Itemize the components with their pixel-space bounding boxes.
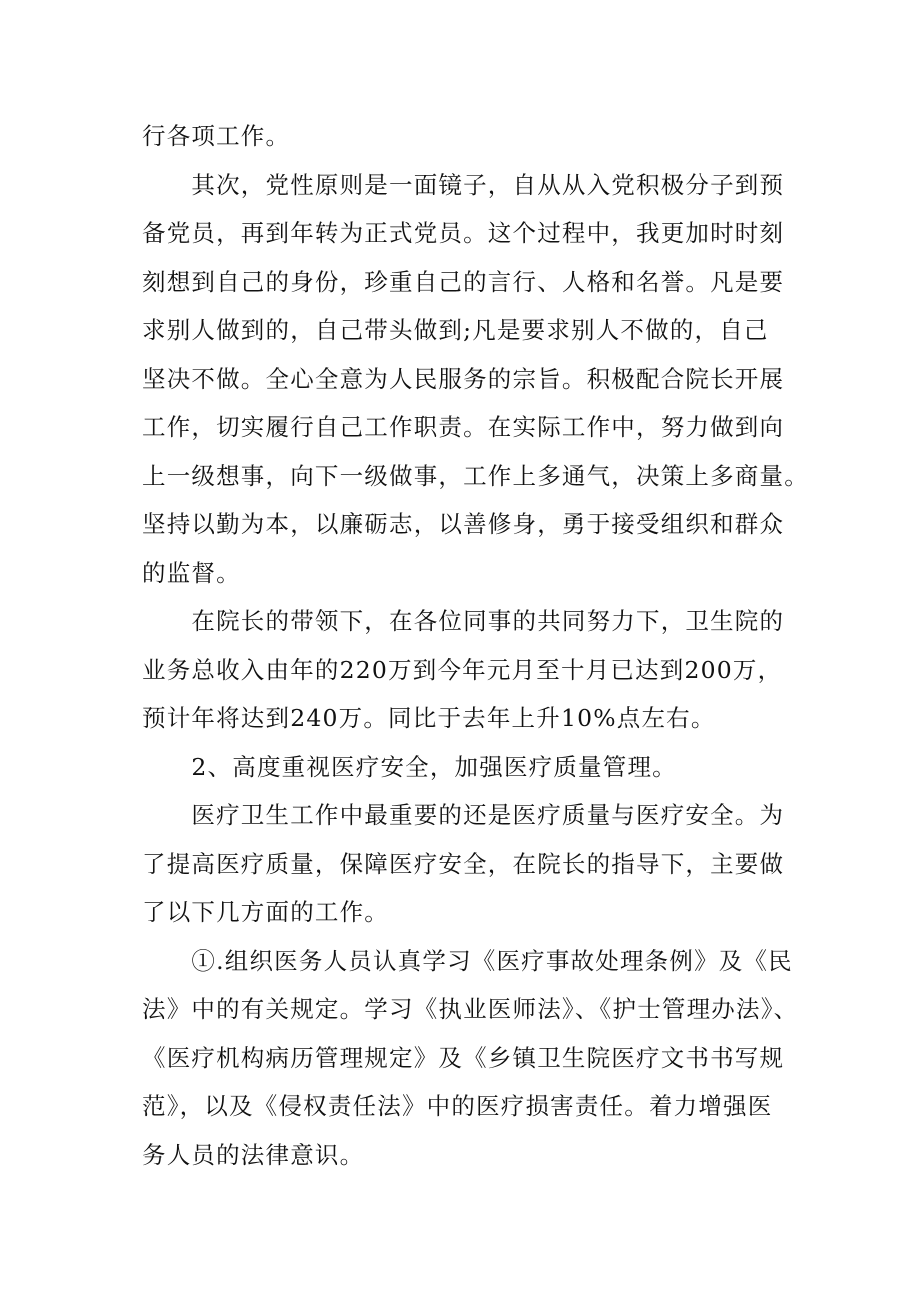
text-line: 了提高医疗质量，保障医疗安全，在院长的指导下，主要做 [142,849,785,878]
text-line: 法》中的有关规定。学习《执业医师法》、《护士管理办法》、 [142,995,799,1023]
document-body [142,112,809,1179]
text-line: 2、高度重视医疗安全，加强医疗质量管理。 [142,752,677,781]
text-line: 刻想到自己的身份，珍重自己的言行、人格和名誉。凡是要 [142,267,785,296]
text-line: 医疗卫生工作中最重要的还是医疗质量与医疗安全。为 [142,801,785,829]
text-line: 业务总收入由年的220万到今年元月至十月已达到200万， [142,655,783,684]
text-line: 行各项工作。 [142,122,291,150]
text-line: 坚决不做。全心全意为人民服务的宗旨。积极配合院长开展 [142,364,785,393]
text-line: 了以下几方面的工作。 [142,898,389,926]
text-line: 预计年将达到240万。同比于去年上升10%点左右。 [142,704,716,732]
text-line: 其次，党性原则是一面镜子，自从从入党积极分子到预 [142,170,785,199]
text-line: 备党员，再到年转为正式党员。这个过程中，我更加时时刻 [142,219,785,247]
text-line: 范》，以及《侵权责任法》中的医疗损害责任。着力增强医 [142,1092,773,1120]
text-line: 上一级想事，向下一级做事，工作上多通气，决策上多商量。 [142,461,809,490]
text-line: 坚持以勤为本，以廉砺志，以善修身，勇于接受组织和群众 [142,510,785,538]
text-line: ①.组织医务人员认真学习《医疗事故处理条例》及《民 [142,946,793,975]
text-line: 求别人做到的，自己带头做到;凡是要求别人不做的，自己 [142,316,769,344]
text-line: 《医疗机构病历管理规定》及《乡镇卫生院医疗文书书写规 [142,1043,785,1072]
text-line: 的监督。 [142,558,241,587]
text-line: 务人员的法律意识。 [142,1140,365,1169]
text-line: 工作，切实履行自己工作职责。在实际工作中，努力做到向 [142,413,785,441]
text-line: 在院长的带领下，在各位同事的共同努力下，卫生院的 [142,607,785,635]
